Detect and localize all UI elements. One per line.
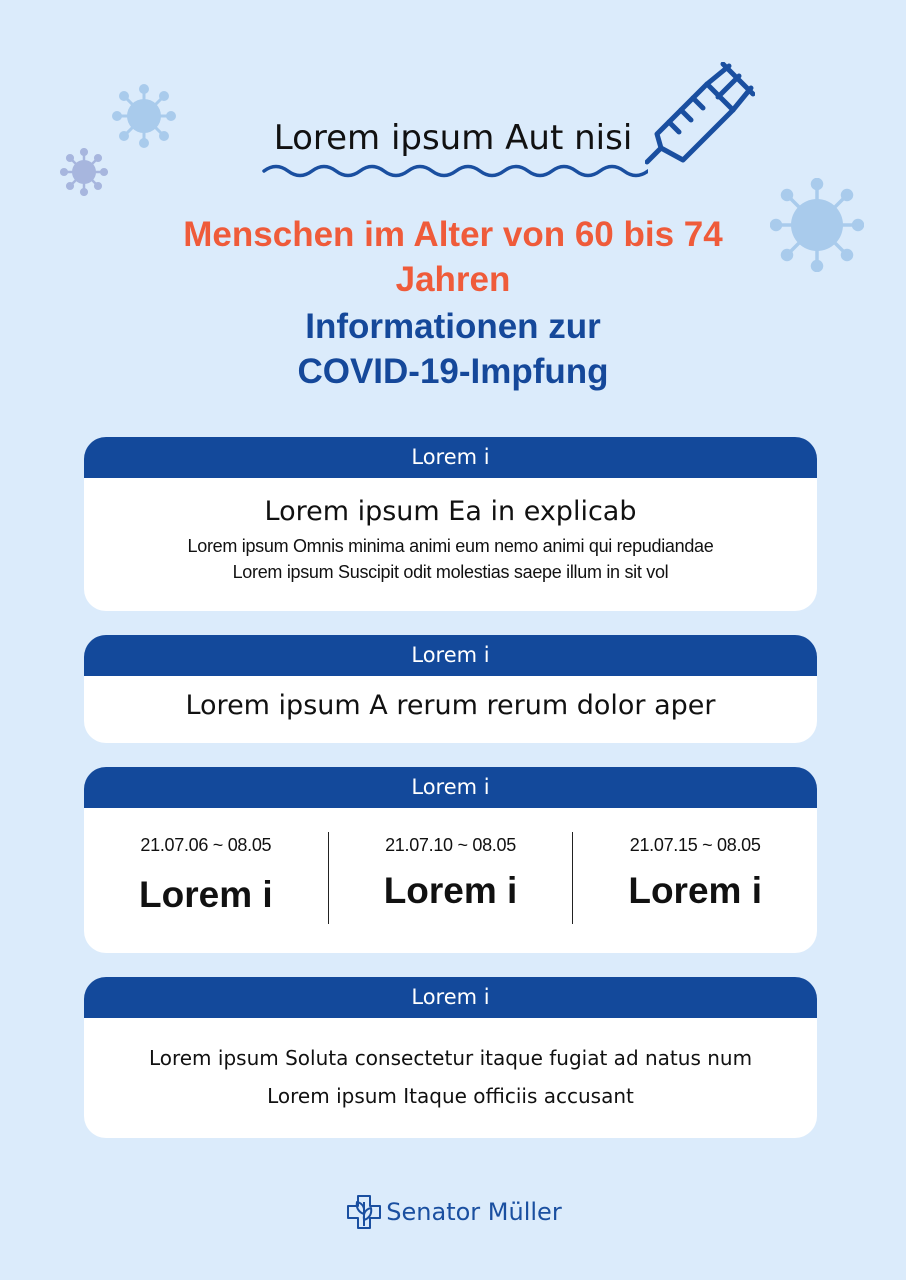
date-value: Lorem i <box>383 870 518 911</box>
date-range: 21.07.15 ~ 08.05 <box>629 835 761 855</box>
card-header: Lorem i <box>84 977 817 1018</box>
headline-line: Menschen im Alter von 60 bis 74 <box>183 215 723 254</box>
card-text-line: Lorem ipsum Omnis minima animi eum nemo animi qui repudiandae <box>187 536 714 556</box>
info-card-4 <box>84 977 817 1138</box>
syringe-icon <box>645 62 755 172</box>
date-range: 21.07.10 ~ 08.05 <box>385 835 516 855</box>
date-columns <box>84 832 817 924</box>
date-column <box>328 832 573 924</box>
card-header: Lorem i <box>84 635 817 676</box>
card-title: Lorem ipsum A rerum rerum dolor aper <box>185 690 716 721</box>
card-title: Lorem ipsum Ea in explicab <box>264 496 637 527</box>
wave-underline <box>262 160 648 182</box>
date-range: 21.07.06 ~ 08.05 <box>140 835 272 855</box>
date-column <box>572 832 817 924</box>
date-column <box>84 832 328 924</box>
page-header-title: Lorem ipsum Aut nisi <box>273 118 633 158</box>
card-text-line: Lorem ipsum Soluta consectetur itaque fugiat ad natus num <box>148 1046 753 1070</box>
card-header: Lorem i <box>84 767 817 808</box>
brand-name: Senator Müller <box>386 1198 562 1226</box>
headline-info <box>0 304 906 394</box>
headline-line: Jahren <box>395 260 511 299</box>
info-card-1 <box>84 437 817 611</box>
info-card-2 <box>84 635 817 743</box>
card-text-line: Lorem ipsum Itaque officiis accusant <box>267 1084 634 1108</box>
headline-line: Informationen zur <box>305 307 601 346</box>
headline-age-group <box>0 212 906 302</box>
card-text-line: Lorem ipsum Suscipit odit molestias saepe illum in sit vol <box>232 562 669 582</box>
footer-brand <box>0 1192 906 1232</box>
headline-line: COVID-19-Impfung <box>297 352 609 391</box>
card-header: Lorem i <box>84 437 817 478</box>
info-card-3 <box>84 767 817 953</box>
leaf-cross-logo-icon <box>344 1192 384 1232</box>
date-value: Lorem i <box>139 874 273 915</box>
date-value: Lorem i <box>628 870 762 911</box>
